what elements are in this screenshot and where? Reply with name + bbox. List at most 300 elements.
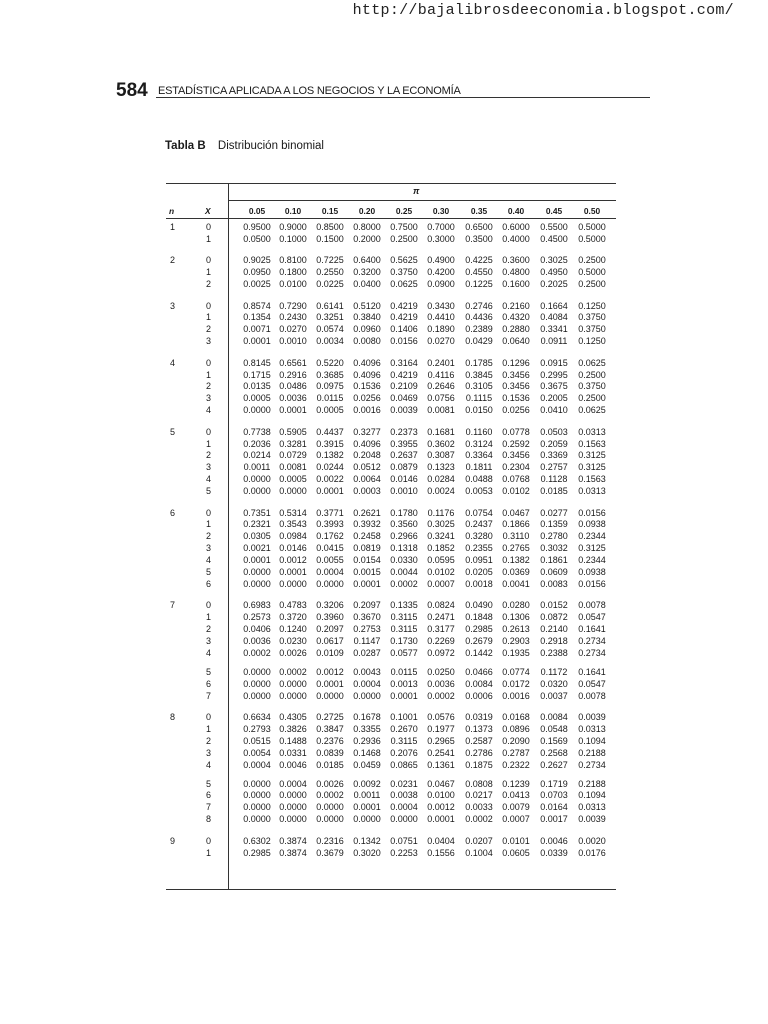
probability-cell: 0.0896 [502,723,530,734]
probability-cell: 0.0225 [316,279,344,290]
probability-cell: 0.0625 [578,357,606,368]
probability-cell: 0.0865 [390,759,418,770]
header-rule [156,97,650,98]
x-value: 6 [206,578,212,589]
probability-cell: 0.0164 [540,802,568,813]
probability-cell: 0.2550 [316,267,344,278]
probability-cell: 0.8100 [279,255,307,266]
probability-cell: 0.1681 [427,426,455,437]
probability-cell: 0.3115 [390,624,418,635]
probability-cell: 0.0331 [279,747,307,758]
probability-cell: 0.0406 [243,624,271,635]
x-value: 1 [206,267,212,278]
x-value: 3 [206,393,212,404]
probability-cell: 0.0000 [279,814,307,825]
probability-cell: 0.1852 [427,543,455,554]
probability-cell: 0.0915 [540,357,568,368]
probability-cell: 0.0039 [578,814,606,825]
probability-cell: 0.0005 [279,474,307,485]
probability-cell: 0.2458 [353,531,381,542]
probability-cell: 0.1115 [465,393,493,404]
probability-cell: 0.6000 [502,222,530,232]
probability-cell: 0.0000 [243,405,271,416]
probability-cell: 0.0410 [540,405,568,416]
probability-cell: 0.0984 [279,531,307,542]
probability-cell: 0.5000 [578,222,606,232]
probability-cell: 0.0000 [279,678,307,689]
probability-cell: 0.2787 [502,747,530,758]
probability-cell: 0.2188 [578,747,606,758]
probability-cell: 0.0756 [427,393,455,404]
probability-cell: 0.4096 [353,369,381,380]
probability-cell: 0.0313 [578,802,606,813]
x-value: 4 [206,759,212,770]
probability-cell: 0.3200 [353,267,381,278]
probability-cell: 0.0078 [578,600,606,611]
probability-cell: 0.0172 [502,678,530,689]
probability-cell: 0.0146 [390,474,418,485]
probability-cell: 0.2793 [243,723,271,734]
probability-cell: 0.2059 [540,438,568,449]
probability-cell: 0.2786 [465,747,493,758]
probability-cell: 0.0640 [502,336,530,347]
probability-cell: 0.0010 [279,336,307,347]
probability-cell: 0.0469 [390,393,418,404]
probability-cell: 0.0415 [316,543,344,554]
x-value: 0 [206,600,212,611]
probability-cell: 0.4219 [390,300,418,311]
probability-cell: 0.3251 [316,312,344,323]
probability-cell: 0.1468 [353,747,381,758]
probability-cell: 0.0960 [353,324,381,335]
probability-cell: 0.0429 [465,336,493,347]
probability-cell: 0.0078 [578,690,606,701]
probability-cell: 0.2757 [540,462,568,473]
probability-cell: 0.1306 [502,612,530,623]
probability-cell: 0.2880 [502,324,530,335]
probability-cell: 0.0102 [427,567,455,577]
probability-cell: 0.0041 [502,578,530,589]
column-header: 0.15 [321,206,339,216]
x-value: 2 [206,381,212,392]
probability-cell: 0.1250 [578,336,606,347]
probability-cell: 0.0034 [316,336,344,347]
probability-cell: 0.2637 [390,450,418,461]
probability-cell: 0.4437 [316,426,344,437]
header-bottom-rule [166,218,616,219]
n-value: 9 [170,835,176,846]
probability-cell: 0.1563 [578,474,606,485]
probability-cell: 0.1335 [390,600,418,611]
probability-cell: 0.3277 [353,426,381,437]
probability-cell: 0.0001 [316,678,344,689]
table-title: Distribución binomial [217,140,324,152]
probability-cell: 0.1556 [427,847,455,858]
x-value: 0 [206,255,212,266]
probability-cell: 0.4800 [502,267,530,278]
probability-cell: 0.0467 [502,507,530,518]
probability-cell: 0.0006 [465,690,493,701]
x-value: 5 [206,666,212,677]
probability-cell: 0.2076 [390,747,418,758]
probability-cell: 0.0938 [578,567,606,577]
probability-cell: 0.2140 [540,624,568,635]
column-header: 0.50 [583,206,601,216]
probability-cell: 0.3750 [390,267,418,278]
probability-cell: 0.3685 [316,369,344,380]
x-value: 2 [206,324,212,335]
probability-cell: 0.1160 [465,426,493,437]
probability-cell: 0.0000 [390,814,418,825]
probability-cell: 0.0000 [279,790,307,801]
x-value: 0 [206,222,212,232]
probability-cell: 0.3281 [279,438,307,449]
probability-cell: 0.1780 [390,507,418,518]
probability-cell: 0.0043 [353,666,381,677]
probability-cell: 0.2269 [427,636,455,646]
probability-cell: 0.0205 [465,567,493,577]
probability-cell: 0.2780 [540,531,568,542]
probability-cell: 0.3087 [427,450,455,461]
pi-label: π [413,186,420,196]
running-head: ESTADÍSTICA APLICADA A LOS NEGOCIOS Y LA ECONOMÍA [158,85,461,97]
probability-cell: 0.2355 [465,543,493,554]
probability-cell: 0.0016 [502,690,530,701]
probability-cell: 0.1094 [578,790,606,801]
probability-cell: 0.0000 [243,814,271,825]
x-value: 3 [206,636,212,646]
probability-cell: 0.1875 [465,759,493,770]
probability-cell: 0.3932 [353,519,381,530]
probability-cell: 0.1323 [427,462,455,473]
x-value: 7 [206,690,212,701]
probability-cell: 0.0010 [390,486,418,497]
probability-cell: 0.4096 [353,357,381,368]
probability-cell: 0.6634 [243,712,271,722]
probability-cell: 0.0109 [316,647,344,658]
probability-cell: 0.7500 [390,222,418,232]
probability-cell: 0.2646 [427,381,455,392]
n-value: 4 [170,357,176,368]
probability-cell: 0.6400 [353,255,381,266]
probability-cell: 0.5905 [279,426,307,437]
probability-cell: 0.0024 [427,486,455,497]
column-header: 0.20 [358,206,376,216]
probability-cell: 0.0004 [316,567,344,577]
probability-cell: 0.1715 [243,369,271,380]
probability-cell: 0.3110 [502,531,530,542]
probability-cell: 0.2304 [502,462,530,473]
probability-cell: 0.3020 [353,847,381,858]
probability-cell: 0.0576 [427,712,455,722]
probability-cell: 0.5625 [390,255,418,266]
probability-cell: 0.0079 [502,802,530,813]
probability-cell: 0.0005 [243,393,271,404]
pi-rule [228,200,616,201]
probability-cell: 0.0007 [502,814,530,825]
probability-cell: 0.0185 [316,759,344,770]
probability-cell: 0.4219 [390,369,418,380]
probability-cell: 0.3000 [427,233,455,244]
column-header: 0.45 [545,206,563,216]
x-value: 4 [206,647,212,658]
probability-cell: 0.2437 [465,519,493,530]
probability-cell: 0.2918 [540,636,568,646]
probability-cell: 0.7351 [243,507,271,518]
probability-cell: 0.0100 [279,279,307,290]
x-value: 3 [206,462,212,473]
probability-cell: 0.2097 [353,600,381,611]
probability-cell: 0.1406 [390,324,418,335]
probability-cell: 0.0081 [279,462,307,473]
column-header: 0.10 [284,206,302,216]
column-header: 0.25 [395,206,413,216]
probability-cell: 0.0000 [279,690,307,701]
probability-cell: 0.6141 [316,300,344,311]
probability-cell: 0.1500 [316,233,344,244]
probability-cell: 0.1641 [578,666,606,677]
probability-cell: 0.9000 [279,222,307,232]
probability-cell: 0.0488 [465,474,493,485]
probability-cell: 0.0872 [540,612,568,623]
n-value: 7 [170,600,176,611]
probability-cell: 0.2573 [243,612,271,623]
probability-cell: 0.2322 [502,759,530,770]
probability-cell: 0.6500 [465,222,493,232]
probability-cell: 0.3456 [502,381,530,392]
probability-cell: 0.2903 [502,636,530,646]
probability-cell: 0.0001 [243,555,271,566]
probability-cell: 0.0609 [540,567,568,577]
probability-cell: 0.0339 [540,847,568,858]
x-header: X [205,206,211,216]
probability-cell: 0.0768 [502,474,530,485]
probability-cell: 0.4900 [427,255,455,266]
probability-cell: 0.0313 [578,426,606,437]
probability-cell: 0.0270 [279,324,307,335]
probability-cell: 0.3241 [427,531,455,542]
probability-cell: 0.0330 [390,555,418,566]
probability-cell: 0.0319 [465,712,493,722]
probability-cell: 0.0617 [316,636,344,646]
probability-cell: 0.3341 [540,324,568,335]
x-value: 1 [206,438,212,449]
probability-cell: 0.2627 [540,759,568,770]
probability-cell: 0.0595 [427,555,455,566]
probability-cell: 0.0751 [390,835,418,846]
x-value: 1 [206,723,212,734]
probability-cell: 0.1128 [540,474,568,485]
probability-cell: 0.0001 [353,578,381,589]
probability-cell: 0.3115 [390,735,418,746]
probability-cell: 0.0000 [243,666,271,677]
probability-cell: 0.0975 [316,381,344,392]
probability-cell: 0.0313 [578,486,606,497]
probability-cell: 0.0605 [502,847,530,858]
probability-cell: 0.0156 [578,578,606,589]
probability-cell: 0.0013 [390,678,418,689]
column-header: 0.40 [507,206,525,216]
n-value: 6 [170,507,176,518]
probability-cell: 0.0486 [279,381,307,392]
probability-cell: 0.1762 [316,531,344,542]
probability-cell: 0.3720 [279,612,307,623]
probability-cell: 0.8500 [316,222,344,232]
probability-cell: 0.3670 [353,612,381,623]
probability-cell: 0.0011 [353,790,381,801]
table-bottom-rule [166,889,616,890]
probability-cell: 0.0754 [465,507,493,518]
probability-cell: 0.0001 [427,814,455,825]
probability-cell: 0.0054 [243,747,271,758]
x-value: 0 [206,712,212,722]
probability-cell: 0.0547 [578,612,606,623]
x-value: 0 [206,507,212,518]
n-value: 8 [170,712,176,722]
x-value: 1 [206,519,212,530]
probability-cell: 0.2734 [578,759,606,770]
probability-cell: 0.2966 [390,531,418,542]
probability-cell: 0.0168 [502,712,530,722]
probability-cell: 0.0280 [502,600,530,611]
column-header: 0.35 [470,206,488,216]
probability-cell: 0.2765 [502,543,530,554]
probability-cell: 0.0000 [243,802,271,813]
probability-cell: 0.0002 [316,790,344,801]
probability-cell: 0.3602 [427,438,455,449]
probability-cell: 0.3679 [316,847,344,858]
x-value: 1 [206,612,212,623]
probability-cell: 0.0115 [316,393,344,404]
probability-cell: 0.0000 [243,578,271,589]
x-value: 2 [206,624,212,635]
probability-cell: 0.4096 [353,438,381,449]
probability-cell: 0.1536 [502,393,530,404]
probability-cell: 0.0369 [502,567,530,577]
probability-cell: 0.0084 [465,678,493,689]
probability-cell: 0.0000 [243,474,271,485]
probability-cell: 0.1359 [540,519,568,530]
probability-cell: 0.1382 [316,450,344,461]
probability-cell: 0.2036 [243,438,271,449]
probability-cell: 0.1785 [465,357,493,368]
probability-cell: 0.1373 [465,723,493,734]
probability-cell: 0.4219 [390,312,418,323]
x-value: 6 [206,678,212,689]
probability-cell: 0.1004 [465,847,493,858]
probability-cell: 0.0305 [243,531,271,542]
probability-cell: 0.0002 [427,690,455,701]
probability-cell: 0.2316 [316,835,344,846]
probability-cell: 0.1382 [502,555,530,566]
x-value: 2 [206,735,212,746]
probability-cell: 0.2344 [578,531,606,542]
probability-cell: 0.3750 [578,324,606,335]
probability-cell: 0.1240 [279,624,307,635]
probability-cell: 0.3543 [279,519,307,530]
probability-cell: 0.0002 [465,814,493,825]
probability-cell: 0.1342 [353,835,381,846]
probability-cell: 0.3826 [279,723,307,734]
probability-cell: 0.0001 [279,405,307,416]
probability-cell: 0.3840 [353,312,381,323]
probability-cell: 0.2005 [540,393,568,404]
x-value: 2 [206,450,212,461]
x-value: 5 [206,778,212,789]
probability-cell: 0.0015 [353,567,381,577]
x-value: 0 [206,357,212,368]
probability-cell: 0.1800 [279,267,307,278]
probability-cell: 0.1318 [390,543,418,554]
probability-cell: 0.0176 [578,847,606,858]
probability-cell: 0.3125 [578,450,606,461]
x-value: 4 [206,474,212,485]
probability-cell: 0.5000 [578,233,606,244]
probability-cell: 0.4410 [427,312,455,323]
probability-cell: 0.2500 [390,233,418,244]
probability-cell: 0.2090 [502,735,530,746]
probability-cell: 0.0038 [390,790,418,801]
probability-cell: 0.0135 [243,381,271,392]
probability-cell: 0.1563 [578,438,606,449]
probability-cell: 0.0046 [279,759,307,770]
probability-cell: 0.0703 [540,790,568,801]
x-value: 3 [206,543,212,554]
probability-cell: 0.3164 [390,357,418,368]
probability-cell: 0.2000 [353,233,381,244]
probability-cell: 0.0000 [316,814,344,825]
probability-cell: 0.2936 [353,735,381,746]
x-value: 0 [206,426,212,437]
probability-cell: 0.0022 [316,474,344,485]
probability-cell: 0.0625 [390,279,418,290]
probability-cell: 0.7225 [316,255,344,266]
probability-cell: 0.0033 [465,802,493,813]
probability-cell: 0.0004 [390,802,418,813]
probability-cell: 0.0911 [540,336,568,347]
probability-cell: 0.3025 [427,519,455,530]
probability-cell: 0.0007 [427,578,455,589]
probability-cell: 0.2753 [353,624,381,635]
probability-cell: 0.4225 [465,255,493,266]
probability-cell: 0.8574 [243,300,271,311]
probability-cell: 0.0002 [243,647,271,658]
probability-cell: 0.4500 [540,233,568,244]
probability-cell: 0.1354 [243,312,271,323]
probability-cell: 0.0000 [279,802,307,813]
probability-cell: 0.8145 [243,357,271,368]
probability-cell: 0.0000 [316,802,344,813]
probability-cell: 0.1176 [427,507,455,518]
x-value: 0 [206,835,212,846]
x-value: 1 [206,369,212,380]
x-value: 4 [206,555,212,566]
table-caption [165,140,324,152]
probability-cell: 0.0256 [353,393,381,404]
probability-cell: 0.0102 [502,486,530,497]
probability-cell: 0.2500 [578,369,606,380]
probability-cell: 0.0230 [279,636,307,646]
x-value: 4 [206,405,212,416]
probability-cell: 0.9025 [243,255,271,266]
probability-cell: 0.0250 [427,666,455,677]
probability-cell: 0.2500 [578,393,606,404]
probability-cell: 0.2725 [316,712,344,722]
probability-cell: 0.0778 [502,426,530,437]
probability-cell: 0.0900 [427,279,455,290]
column-header: 0.30 [432,206,450,216]
probability-cell: 0.8000 [353,222,381,232]
